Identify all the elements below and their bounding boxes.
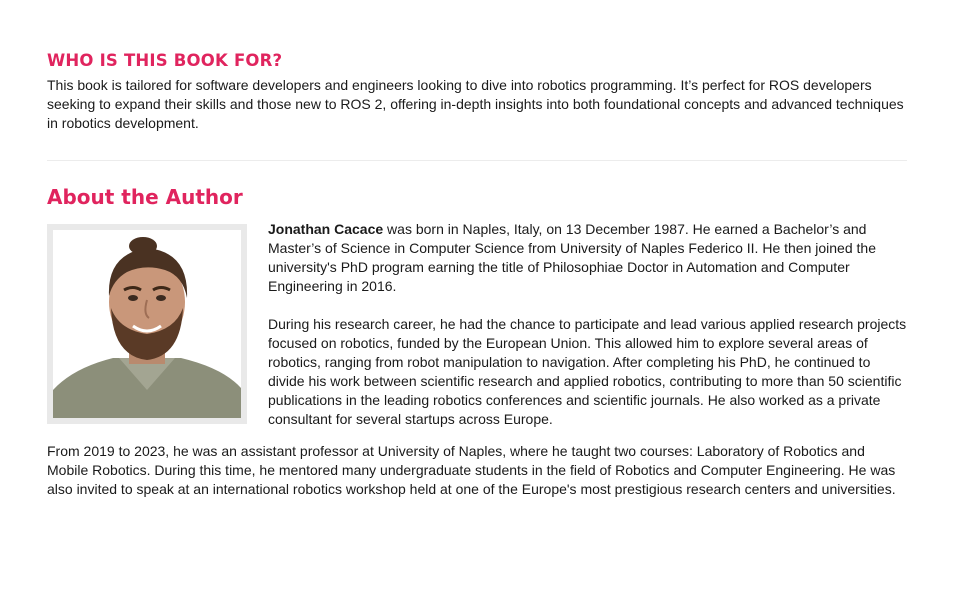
section-divider xyxy=(47,160,907,161)
author-portrait-image xyxy=(53,230,241,418)
author-photo xyxy=(47,224,247,424)
author-bio xyxy=(268,220,908,429)
author-name: Jonathan Cacace xyxy=(268,221,384,237)
about-author-heading: About the Author xyxy=(47,185,243,209)
bio-paragraph-3: From 2019 to 2023, he was an assistant professor at University of Naples, where he taught two courses: Laboratory of Robotics and Mobile Robotics. During this time, he mentored many undergraduate students in the field of Robotics and Computer Engineering. He was also invited to speak at an international robotics workshop held at one of the Europe's most prestigious research centers and universities. xyxy=(47,443,896,497)
bio-paragraph-2: During his research career, he had the chance to participate and lead various applied research projects focused on robotics, funded by the European Union. This allowed him to explore several areas of robotics, ranging from robot manipulation to navigation. After completing his PhD, he continued to divide his work between scientific research and applied robotics, contributing to more than 50 scientific publications in the leading robotics conferences and scientific journals. He also worked as a private consultant for several startups across Europe. xyxy=(268,316,907,427)
bio-intro-text: was born in Naples, Italy, on 13 December 1987. He earned a Bachelor’s and Master’s of Science in Computer Science from University of Naples Federico II. He then joined the university's PhD program earning the title of Philosophiae Doctor in Automation and Computer Engineering in 2016. xyxy=(268,221,876,294)
audience-heading: WHO IS THIS BOOK FOR? xyxy=(47,51,283,70)
audience-paragraph: This book is tailored for software developers and engineers looking to dive into robotics programming. It’s perfect for ROS developers seeking to expand their skills and those new to ROS 2, offering in-depth insights into both foundational concepts and advanced techniques in robotics development. xyxy=(47,77,904,131)
bio-paragraph-1 xyxy=(268,220,908,296)
